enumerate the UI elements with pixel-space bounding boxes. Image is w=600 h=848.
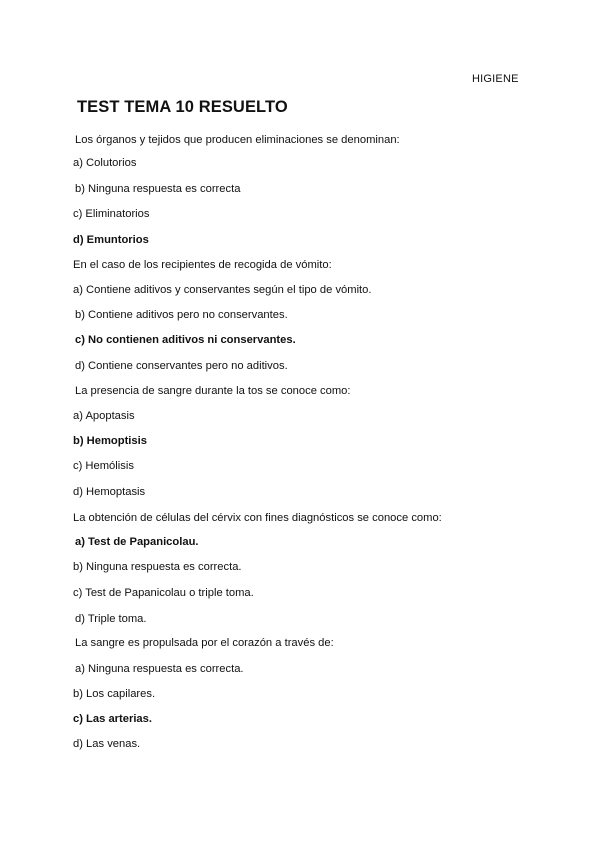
question-5-option-a: a) Ninguna respuesta es correcta.	[75, 663, 244, 675]
question-4-option-a-correct: a) Test de Papanicolau.	[75, 536, 199, 548]
question-1-option-d-correct: d) Emuntorios	[73, 234, 149, 246]
question-1-option-c: c) Eliminatorios	[73, 208, 150, 220]
question-2-option-b: b) Contiene aditivos pero no conservantes.	[75, 309, 288, 321]
question-5-text: La sangre es propulsada por el corazón a través de:	[75, 637, 334, 649]
question-1-option-a: a) Colutorios	[73, 157, 137, 169]
question-2-option-d: d) Contiene conservantes pero no aditivos.	[75, 360, 288, 372]
question-3-option-c: c) Hemólisis	[73, 460, 134, 472]
question-3-option-a: a) Apoptasis	[73, 410, 135, 422]
question-3-text: La presencia de sangre durante la tos se conoce como:	[75, 385, 351, 397]
question-3-option-b-correct: b) Hemoptisis	[73, 435, 147, 447]
question-1-option-b: b) Ninguna respuesta es correcta	[75, 183, 241, 195]
question-4-option-b: b) Ninguna respuesta es correcta.	[73, 561, 242, 573]
question-5-option-c-correct: c) Las arterias.	[73, 713, 152, 725]
question-2-text: En el caso de los recipientes de recogida de vómito:	[73, 259, 332, 271]
question-5-option-b: b) Los capilares.	[73, 688, 156, 700]
question-5-option-d: d) Las venas.	[73, 738, 141, 750]
question-4-option-d: d) Triple toma.	[75, 613, 147, 625]
page-title: TEST TEMA 10 RESUELTO	[77, 98, 288, 116]
question-1-text: Los órganos y tejidos que producen eliminaciones se denominan:	[75, 134, 400, 146]
question-4-option-c: c) Test de Papanicolau o triple toma.	[73, 587, 254, 599]
question-3-option-d: d) Hemoptasis	[73, 486, 146, 498]
question-4-text: La obtención de células del cérvix con fines diagnósticos se conoce como:	[73, 512, 442, 524]
question-2-option-c-correct: c) No contienen aditivos ni conservantes.	[75, 334, 296, 346]
question-2-option-a: a) Contiene aditivos y conservantes según el tipo de vómito.	[73, 284, 372, 296]
subject-header: HIGIENE	[472, 73, 519, 85]
